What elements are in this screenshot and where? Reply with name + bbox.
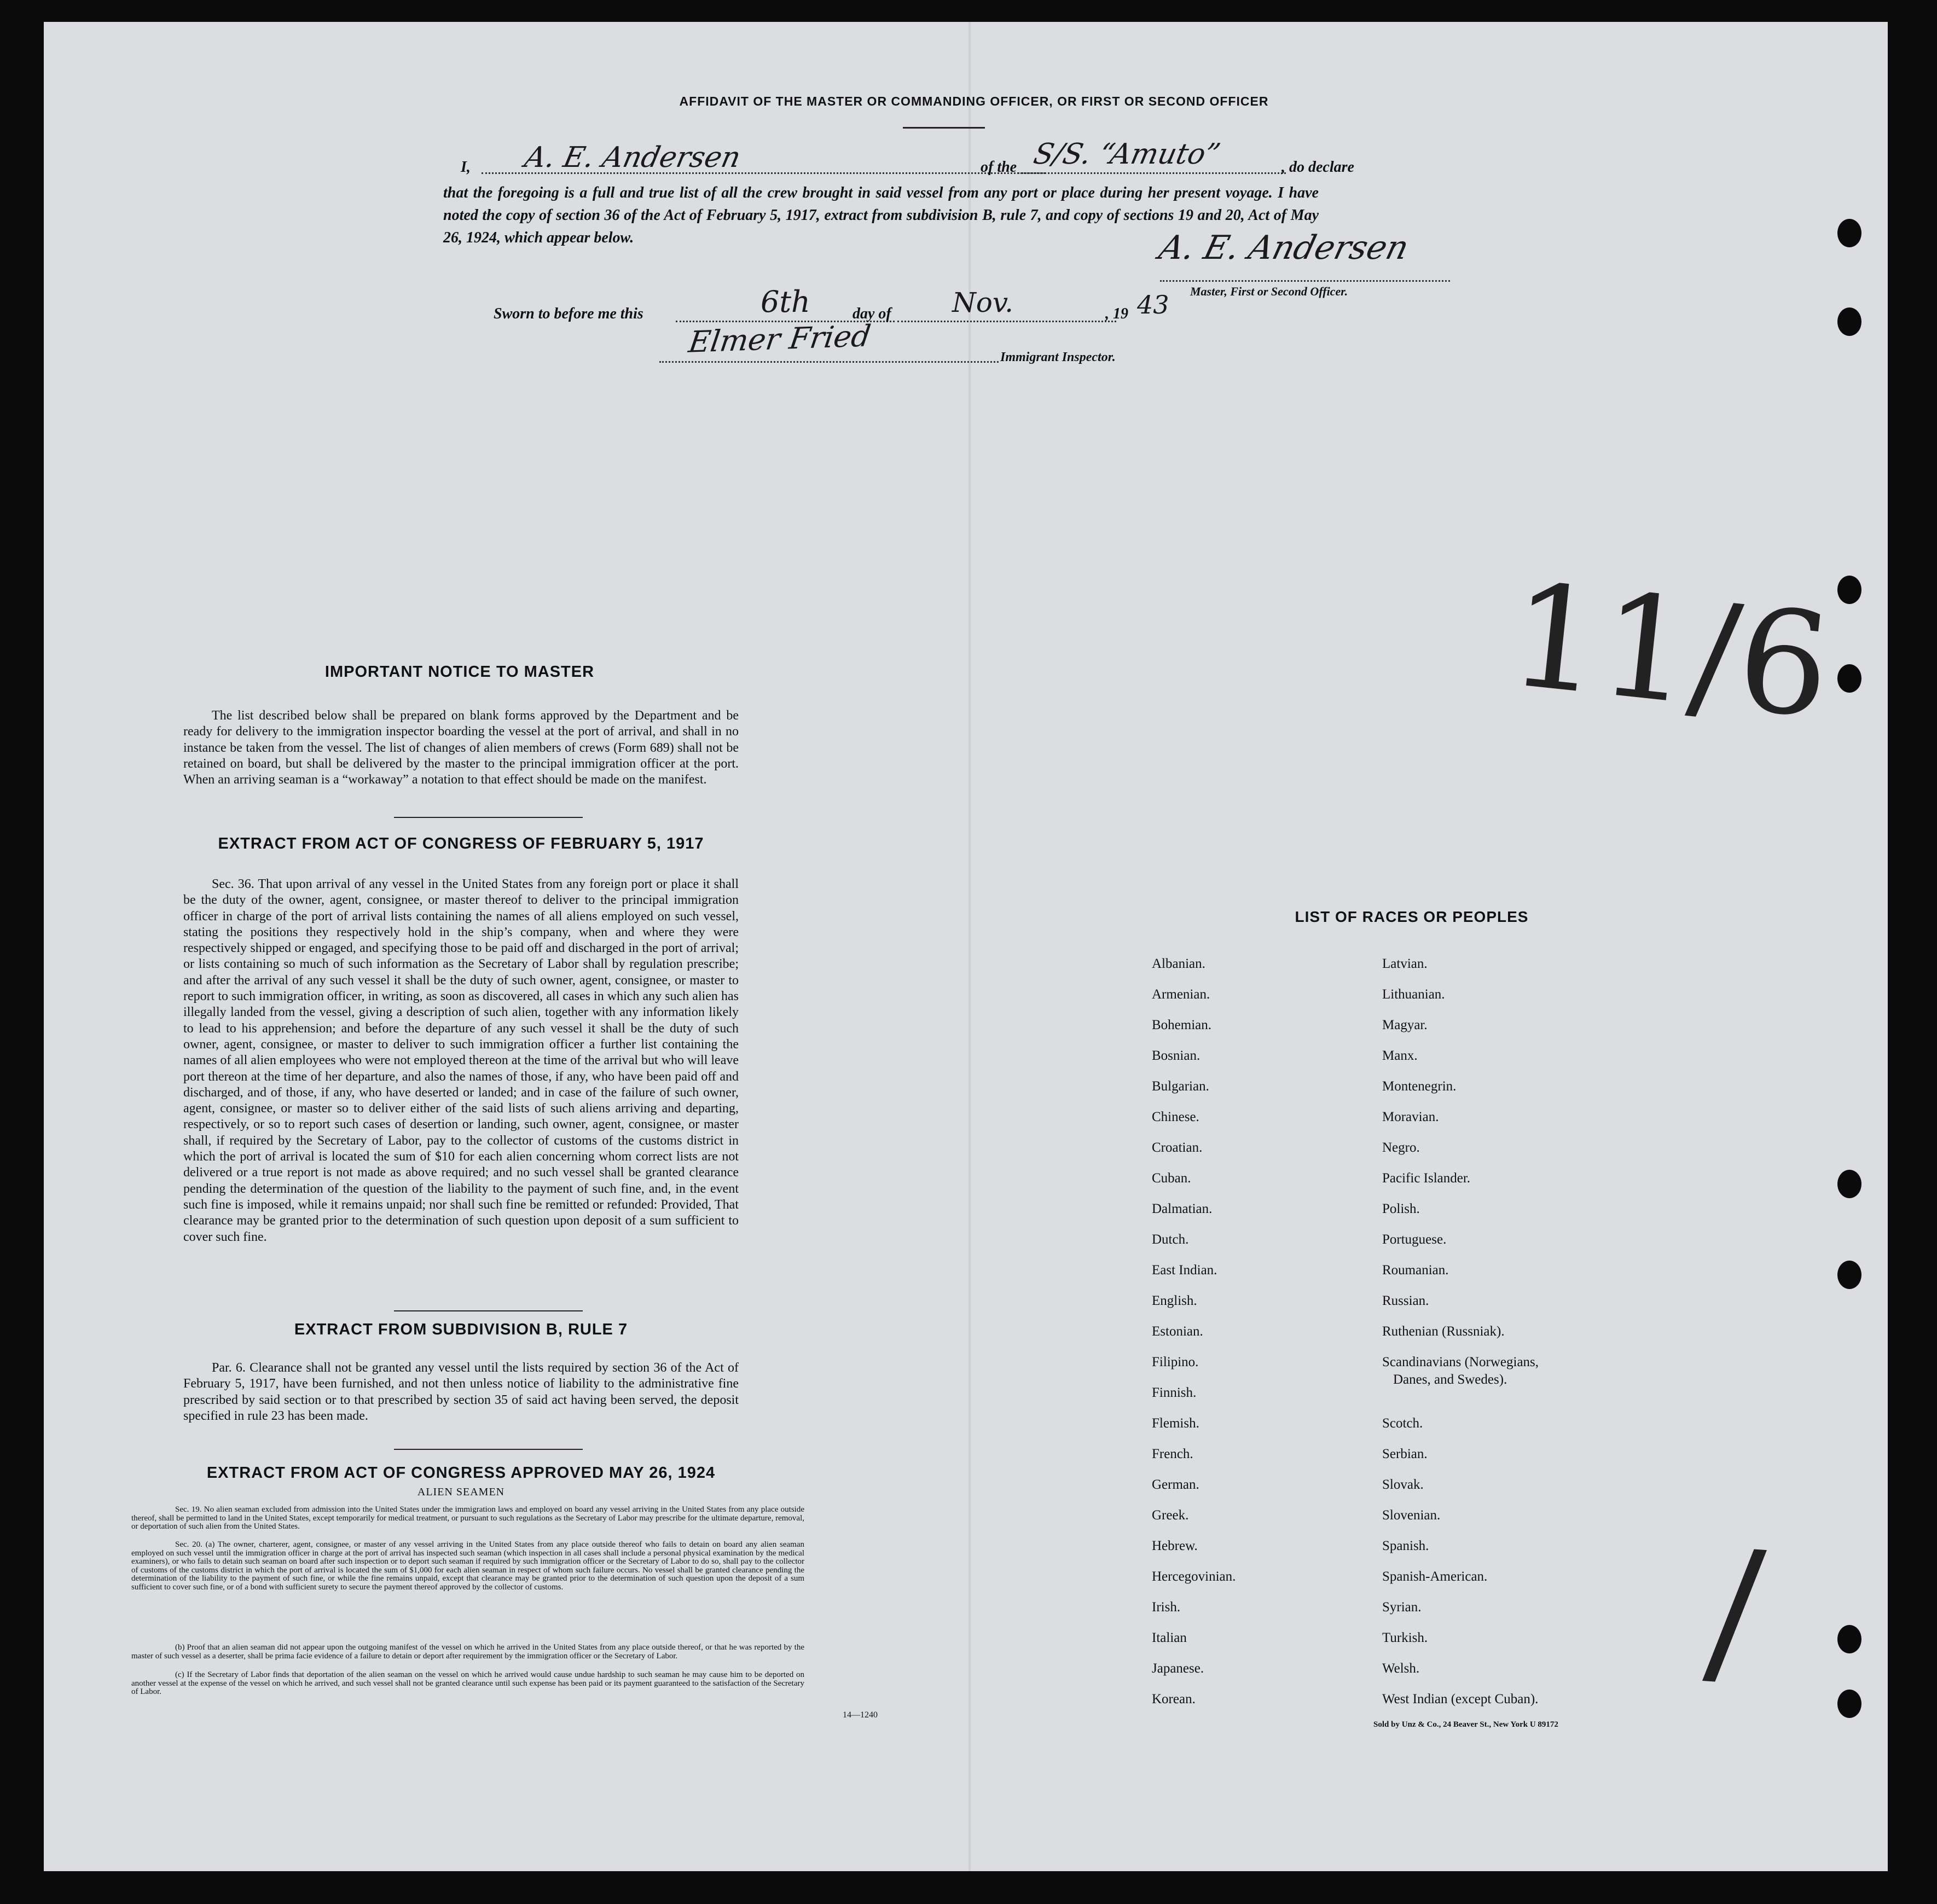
race-item: Welsh. — [1382, 1661, 1420, 1676]
race-item: Spanish-American. — [1382, 1569, 1488, 1584]
document-page — [44, 22, 1888, 1871]
race-item: Lithuanian. — [1382, 987, 1445, 1002]
do-declare-label: , do declare — [1281, 159, 1354, 176]
affidavit-title: AFFIDAVIT OF THE MASTER OR COMMANDING OFFICER, OR FIRST OR SECOND OFFICER — [679, 94, 1269, 108]
races-title: LIST OF RACES OR PEOPLES — [1295, 908, 1529, 925]
extract-1924-sec19: Sec. 19. No alien seaman excluded from admission into the United States under the immigration laws and employed on board any vessel arriving in the United States from any place outside thereof, shall be permitted to land in the United States, except temporarily for medical treatment, or pursuant to such regulations as the Secretary of Labor may prescribe for the ultimate departure, removal, or deportation of such alien from the United States. — [131, 1505, 804, 1531]
race-item: Roumanian. — [1382, 1263, 1449, 1278]
race-item: Syrian. — [1382, 1600, 1422, 1615]
race-item: Italian — [1152, 1630, 1187, 1645]
signature-caption: Master, First or Second Officer. — [1190, 285, 1348, 298]
race-item: Estonian. — [1152, 1324, 1203, 1339]
divider-3 — [394, 1449, 583, 1450]
punch-hole — [1837, 219, 1861, 247]
of-the-label: of the — [981, 159, 1017, 176]
race-item: Albanian. — [1152, 956, 1205, 971]
inspector-caption: Immigrant Inspector. — [1000, 350, 1116, 364]
vessel-handwritten: S/S. “Amuto” — [1030, 138, 1223, 171]
title-rule — [903, 127, 985, 129]
race-item: Manx. — [1382, 1048, 1418, 1063]
form-number: 14—1240 — [843, 1710, 878, 1720]
year-handwritten: 43 — [1137, 290, 1169, 320]
punch-hole — [1837, 1261, 1861, 1289]
race-item: Bulgarian. — [1152, 1079, 1209, 1094]
extract-1917-text: Sec. 36. That upon arrival of any vessel in the United States from any foreign port or place it shall be the duty of the owner, agent, consignee, or master thereof to deliver to the principal immigration officer in charge of the port of arrival lists containing the names of all aliens employed on such vessel, stating the positions they respectively hold in the ship’s company, when and where they were respectively shipped or engaged, and specifying those to be paid off and discharged in the port of arrival; or lists containing so much of such information as the Secretary of Labor shall by regulation prescribe; and after the arrival of any such vessel it shall be the duty of such owner, agent, consignee, or master to report to such immigration officer, in writing, as soon as discovered, all cases in which any such alien has illegally landed from the vessel, giving a description of such alien, together with any information likely to lead to his apprehension; and before the departure of any such vessel it shall be the duty of such owner, agent, consignee, or master to deliver to such immigration officer a further list containing the names of all alien employees who were not employed thereon at the time of the arrival but who will leave port thereon at the time of her departure, and also the names of those, if any, who have been paid off and discharged, and of those, if any, who have deserted or landed; and in case of the failure of such owner, agent, consignee, or master so to deliver either of the said lists of such aliens arriving and departing, respectively, or so to report such cases of desertion or landing, such owner, agent, consignee, or master shall, if required by the Secretary of Labor, pay to the collector of customs of the customs district in which the port of arrival is located the sum of $10 for each alien concerning whom correct lists are not delivered or a true report is not made as above required; and no such vessel shall be granted clearance pending the determination of the question of the liability to the payment of such fine, and, in the event such fine is imposed, while it remains unpaid; nor shall such fine be remitted or refunded: Provided, That clearance may be granted prior to the determination of such question upon deposit of a sum sufficient to cover such fine. — [183, 877, 739, 1244]
punch-hole — [1837, 307, 1861, 336]
signature-line — [1160, 280, 1450, 282]
race-item: Scandinavians (Norwegians, — [1382, 1355, 1539, 1369]
race-item: Turkish. — [1382, 1630, 1428, 1645]
race-item: Scotch. — [1382, 1416, 1423, 1431]
race-item: Serbian. — [1382, 1447, 1428, 1461]
extract-rule7-title: EXTRACT FROM SUBDIVISION B, RULE 7 — [294, 1321, 628, 1338]
race-item: East Indian. — [1152, 1263, 1217, 1278]
punch-hole — [1837, 1625, 1861, 1653]
race-item: Hercegovinian. — [1152, 1569, 1236, 1584]
race-item: Cuban. — [1152, 1171, 1191, 1186]
race-item: Moravian. — [1382, 1110, 1439, 1124]
day-of-label: day of — [852, 305, 891, 322]
master-name-handwritten: A. E. Andersen — [521, 141, 744, 174]
race-item: Slovenian. — [1382, 1508, 1441, 1523]
divider-2 — [394, 1310, 583, 1311]
vessel-line — [1018, 172, 1286, 174]
year-prefix: , 19 — [1105, 305, 1128, 322]
master-signature: A. E. Andersen — [1155, 229, 1413, 267]
declaration-text: that the foregoing is a full and true list of all the crew brought in said vessel from any port or place during her present voyage. I have noted the copy of section 36 of the Act of February 5, 1917, extract from subdivision B, rule 7, and copy of sections 19 and 20, Act of May 26, 1924, which appear below. — [443, 184, 1319, 246]
race-item: German. — [1152, 1477, 1199, 1492]
race-item: Chinese. — [1152, 1110, 1199, 1124]
extract-1917-title: EXTRACT FROM ACT OF CONGRESS OF FEBRUARY 5, 1917 — [218, 835, 704, 852]
inspector-line — [659, 361, 999, 363]
inspector-signature: Elmer Fried — [686, 318, 873, 359]
punch-hole — [1837, 576, 1861, 604]
race-item: Negro. — [1382, 1140, 1420, 1155]
sworn-label: Sworn to before me this — [494, 305, 643, 322]
extract-1924-sec20a: Sec. 20. (a) The owner, charterer, agent, consignee, or master of any vessel arriving in the United States from any place outside thereof who fails to detain on board any alien seaman employed on such vessel until the immigration officer in charge at the port of arrival has inspected such seaman (which inspection in all cases shall include a personal physical examination by the medical examiners), or who fails to detain such seaman on board after such inspection or to deport such seaman if required by such immigration officer or the Secretary of Labor to do so, shall pay to the collector of customs of the customs district in which the port of arrival is located the sum of $1,000 for each alien seaman in respect of whom such failure occurs. No vessel shall be granted clearance pending the determination of the liability to the payment of such fine, or while the fine remains unpaid, except that clearance may be granted prior to the determination of such question upon the deposit of a sum sufficient to cover such fine, or of a bond with sufficient surety to secure the payment thereof approved by the collector of customs. — [131, 1540, 804, 1592]
race-item: Bosnian. — [1152, 1048, 1201, 1063]
race-item: Slovak. — [1382, 1477, 1424, 1492]
race-item: French. — [1152, 1447, 1193, 1461]
race-item: Korean. — [1152, 1692, 1196, 1706]
race-item: Bohemian. — [1152, 1018, 1212, 1032]
race-item: Filipino. — [1152, 1355, 1199, 1369]
race-item: Armenian. — [1152, 987, 1210, 1002]
race-item: Polish. — [1382, 1201, 1420, 1216]
race-item: Croatian. — [1152, 1140, 1203, 1155]
notice-title: IMPORTANT NOTICE TO MASTER — [324, 663, 595, 681]
race-item: Dutch. — [1152, 1232, 1189, 1247]
race-item: English. — [1152, 1293, 1197, 1308]
race-item: Finnish. — [1152, 1385, 1197, 1400]
extract-1924-subtitle: ALIEN SEAMEN — [417, 1486, 505, 1498]
race-item: Dalmatian. — [1152, 1201, 1213, 1216]
race-item: Danes, and Swedes). — [1393, 1372, 1507, 1387]
date-note-handwritten: 11/6 — [1502, 553, 1838, 751]
extract-rule7-text: Par. 6. Clearance shall not be granted any vessel until the lists required by section 36 of the Act of February 5, 1917, have been furnished, and not then unless notice of liability to the administrative fine prescribed by said section or to that prescribed by section 35 of said act having been served, the deposit specified in rule 23 has been made. — [183, 1361, 739, 1423]
race-item: Russian. — [1382, 1293, 1429, 1308]
race-item: Irish. — [1152, 1600, 1181, 1615]
notice-text: The list described below shall be prepared on blank forms approved by the Department and be ready for delivery to the immigration inspector boarding the vessel at the port of arrival, and shall in no instance be taken from the vessel. The list of changes of alien members of crews (Form 689) shall not be retained on board, but shall be delivered by the master to the principal immigration officer at the port. When an arriving seaman is a “workaway” a notation to that effect should be made on the manifest. — [183, 709, 739, 787]
race-item: Japanese. — [1152, 1661, 1204, 1676]
extract-1924-sec20c: (c) If the Secretary of Labor finds that deportation of the alien seaman on the vessel on which he arrived would cause undue hardship to such seaman he may cause him to be deported on another vessel at the expense of the vessel on which he arrived, and such vessel shall not be granted clearance until such expense has been paid or its payment guaranteed to the satisfaction of the Secretary of Labor. — [131, 1670, 804, 1697]
race-item: Spanish. — [1382, 1539, 1429, 1553]
month-handwritten: Nov. — [952, 287, 1014, 318]
race-item: Hebrew. — [1152, 1539, 1198, 1553]
printer-note: Sold by Unz & Co., 24 Beaver St., New York U 89172 — [1373, 1720, 1558, 1729]
day-handwritten: 6th — [761, 285, 810, 319]
extract-1924-sec20b: (b) Proof that an alien seaman did not appear upon the outgoing manifest of the vessel on which he arrived in the United States from any place outside thereof, or that he was reported by the master of such vessel as a deserter, shall be prima facie evidence of a failure to detain or deport after requirement by the immigration officer or the Secretary of Labor. — [131, 1643, 804, 1661]
page-mark-handwritten: / — [1700, 1513, 1770, 1709]
punch-hole — [1837, 1170, 1861, 1198]
race-item: West Indian (except Cuban). — [1382, 1692, 1539, 1706]
extract-1924-title: EXTRACT FROM ACT OF CONGRESS APPROVED MAY 26, 1924 — [206, 1464, 716, 1482]
race-item: Ruthenian (Russniak). — [1382, 1324, 1505, 1339]
race-item: Greek. — [1152, 1508, 1189, 1523]
race-item: Montenegrin. — [1382, 1079, 1457, 1094]
month-line — [897, 321, 1116, 322]
divider-1 — [394, 817, 583, 818]
punch-hole — [1837, 1690, 1861, 1718]
i-label: I, — [461, 159, 471, 176]
race-item: Portuguese. — [1382, 1232, 1447, 1247]
race-item: Latvian. — [1382, 956, 1428, 971]
race-item: Magyar. — [1382, 1018, 1428, 1032]
race-item: Pacific Islander. — [1382, 1171, 1471, 1186]
punch-hole — [1837, 664, 1861, 693]
race-item: Flemish. — [1152, 1416, 1199, 1431]
